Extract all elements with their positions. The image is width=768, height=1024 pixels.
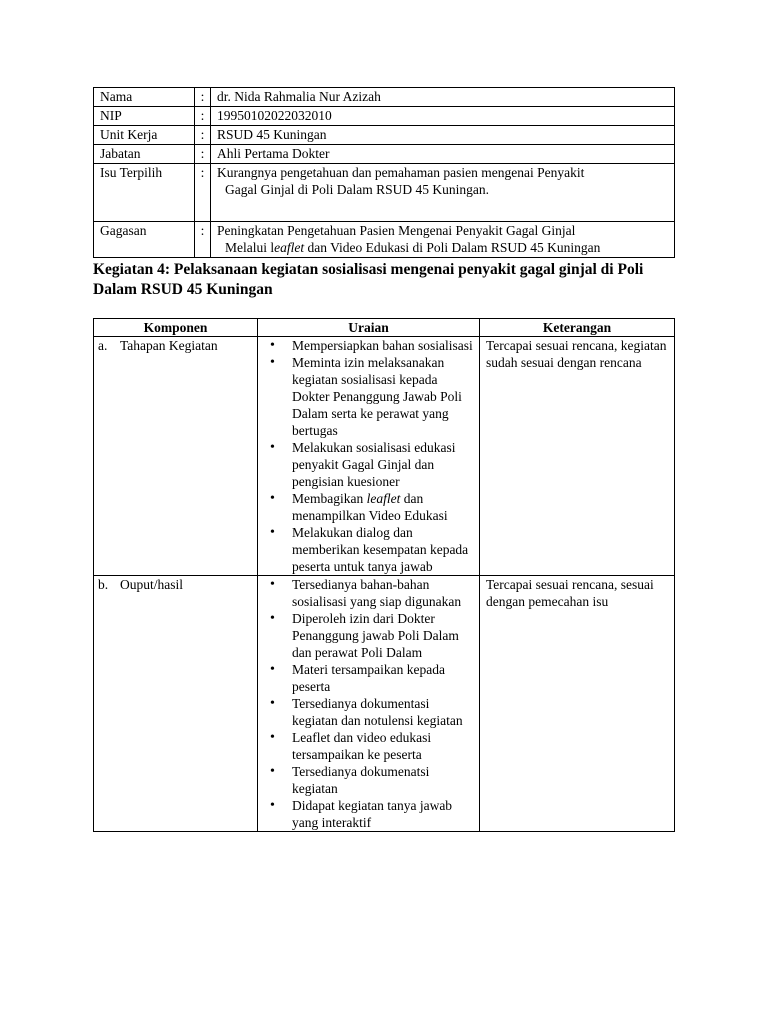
list-item: • Materi tersampaikan kepada peserta: [292, 661, 475, 695]
keterangan-cell: Tercapai sesuai rencana, kegiatan sudah sesuai dengan rencana: [480, 337, 675, 576]
list-item-post: dan menampilkan Video Edukasi: [292, 491, 448, 523]
activity-header-row: [94, 319, 675, 337]
identity-colon: :: [195, 222, 211, 258]
gagasan-line-1: Peningkatan Pengetahuan Pasien Mengenai Penyakit Gagal Ginjal: [217, 223, 576, 238]
list-item: • Leaflet dan video edukasi tersampaikan ke peserta: [292, 729, 475, 763]
list-item: • Didapat kegiatan tanya jawab yang interaktif: [292, 797, 475, 831]
identity-label: Nama: [94, 88, 195, 107]
komponen-cell: [94, 337, 258, 576]
list-item-pre: Membagikan: [292, 491, 367, 506]
list-item: • Mempersiapkan bahan sosialisasi: [292, 337, 475, 354]
identity-colon: :: [195, 164, 211, 222]
identity-label: Gagasan: [94, 222, 195, 258]
uraian-list: [264, 337, 475, 575]
identity-colon: :: [195, 145, 211, 164]
uraian-list: [264, 576, 475, 831]
identity-label: NIP: [94, 107, 195, 126]
list-item: • Melakukan sosialisasi edukasi penyakit Gagal Ginjal dan pengisian kuesioner: [292, 439, 475, 490]
identity-row-nama: [94, 88, 675, 107]
identity-row-nip: [94, 107, 675, 126]
header-uraian: Uraian: [258, 319, 480, 337]
list-item: [292, 490, 475, 524]
keterangan-cell: Tercapai sesuai rencana, sesuai dengan pemecahan isu: [480, 576, 675, 832]
identity-label: Unit Kerja: [94, 126, 195, 145]
list-item: • Meminta izin melaksanakan kegiatan sosialisasi kepada Dokter Penanggung Jawab Poli Dalam serta ke perawat yang bertugas: [292, 354, 475, 439]
section-heading: Kegiatan 4: Pelaksanaan kegiatan sosialisasi mengenai penyakit gagal ginjal di Poli Dalam RSUD 45 Kuningan: [93, 261, 644, 298]
identity-value: RSUD 45 Kuningan: [211, 126, 675, 145]
komponen-label: Tahapan Kegiatan: [120, 338, 218, 353]
gagasan-line-2-italic: eaflet: [274, 240, 305, 255]
gagasan-line-2-pre: Melalui l: [225, 240, 275, 255]
document-page: [93, 87, 675, 832]
identity-value: Ahli Pertama Dokter: [211, 145, 675, 164]
identity-colon: :: [195, 88, 211, 107]
komponen-cell: [94, 576, 258, 832]
list-item: • Tersedianya bahan-bahan sosialisasi yang siap digunakan: [292, 576, 475, 610]
header-keterangan: Keterangan: [480, 319, 675, 337]
identity-row-unit-kerja: [94, 126, 675, 145]
identity-label: Jabatan: [94, 145, 195, 164]
komponen-label: Ouput/hasil: [120, 577, 183, 592]
gagasan-line-2-post: dan Video Edukasi di Poli Dalam RSUD 45 Kuningan: [304, 240, 601, 255]
isu-line-2: Gagal Ginjal di Poli Dalam RSUD 45 Kuningan.: [225, 182, 489, 197]
activity-row-tahapan: [94, 337, 675, 576]
list-item: • Tersedianya dokumenatsi kegiatan: [292, 763, 475, 797]
identity-value: 19950102022032010: [211, 107, 675, 126]
identity-row-isu: [94, 164, 675, 222]
list-item: • Melakukan dialog dan memberikan kesempatan kepada peserta untuk tanya jawab: [292, 524, 475, 575]
activity-table: [93, 318, 675, 832]
identity-row-gagasan: [94, 222, 675, 258]
uraian-cell: [258, 576, 480, 832]
identity-value: dr. Nida Rahmalia Nur Azizah: [211, 88, 675, 107]
list-item-italic: leaflet: [366, 491, 401, 506]
identity-table: [93, 87, 675, 258]
identity-value: [211, 222, 675, 258]
gagasan-line-2: [217, 239, 674, 256]
uraian-cell: [258, 337, 480, 576]
identity-colon: :: [195, 126, 211, 145]
identity-value: [211, 164, 675, 222]
activity-row-output: [94, 576, 675, 832]
komponen-letter: a.: [98, 338, 108, 353]
header-komponen: Komponen: [94, 319, 258, 337]
identity-label: Isu Terpilih: [94, 164, 195, 222]
list-item: • Diperoleh izin dari Dokter Penanggung jawab Poli Dalam dan perawat Poli Dalam: [292, 610, 475, 661]
identity-row-jabatan: [94, 145, 675, 164]
list-item: • Tersedianya dokumentasi kegiatan dan notulensi kegiatan: [292, 695, 475, 729]
isu-line-1: Kurangnya pengetahuan dan pemahaman pasien mengenai Penyakit: [217, 165, 585, 180]
identity-colon: :: [195, 107, 211, 126]
komponen-letter: b.: [98, 577, 109, 592]
